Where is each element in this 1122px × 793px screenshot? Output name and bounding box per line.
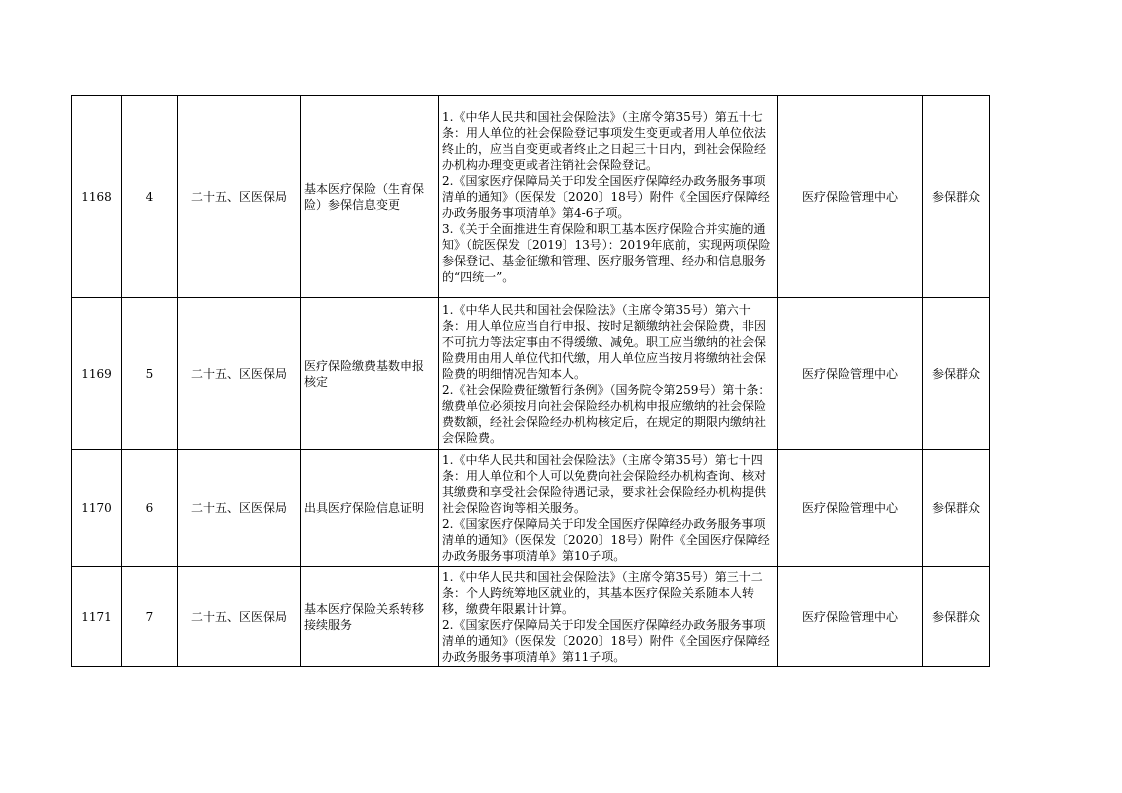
basis-clause: 2.《社会保险费征缴暂行条例》（国务院令第259号）第十条：缴费单位必须按月向社会保险经办机构申报应缴纳的社会保险费数额，经社会保险经办机构核定后，在规定的期限内缴纳社会保险费。 xyxy=(442,382,771,445)
handling-org: 医疗保险管理中心 xyxy=(778,298,923,450)
table-row xyxy=(72,96,990,298)
row-number: 1170 xyxy=(72,450,122,567)
row-number: 1171 xyxy=(72,567,122,667)
service-item: 基本医疗保险关系转移接续服务 xyxy=(301,567,439,667)
basis-clause: 1.《中华人民共和国社会保险法》（主席令第35号）第七十四条：用人单位和个人可以免费向社会保险经办机构查询、核对其缴费和享受社会保险待遇记录，要求社会保险经办机构提供社会保险咨询等相关服务。 xyxy=(442,453,767,515)
service-target: 参保群众 xyxy=(923,567,990,667)
row-number: 1168 xyxy=(72,96,122,298)
basis-clause: 2.《国家医疗保障局关于印发全国医疗保障经办政务服务事项清单的通知》（医保发〔2020〕18号）附件《全国医疗保障经办政务服务事项清单》第4-6子项。 xyxy=(442,173,770,220)
basis-clause: 1.《中华人民共和国社会保险法》（主席令第35号）第六十条：用人单位应当自行申报、按时足额缴纳社会保险费，非因不可抗力等法定事由不得缓缴、减免。职工应当缴纳的社会保险费用由用人单位代扣代缴，用人单位应当按月将缴纳社会保险费的明细情况告知本人。 xyxy=(442,302,767,381)
service-item: 医疗保险缴费基数申报核定 xyxy=(301,298,439,450)
basis-clause: 2.《国家医疗保障局关于印发全国医疗保障经办政务服务事项清单的通知》（医保发〔2020〕18号）附件《全国医疗保障经办政务服务事项清单》第10子项。 xyxy=(442,517,770,563)
legal-basis xyxy=(439,298,778,450)
handling-org: 医疗保险管理中心 xyxy=(778,567,923,667)
sub-number: 7 xyxy=(122,567,178,667)
handling-org: 医疗保险管理中心 xyxy=(778,96,923,298)
table-body xyxy=(72,96,990,667)
service-item: 基本医疗保险（生育保险）参保信息变更 xyxy=(301,96,439,298)
handling-org: 医疗保险管理中心 xyxy=(778,450,923,567)
department: 二十五、区医保局 xyxy=(178,567,301,667)
sub-number: 5 xyxy=(122,298,178,450)
service-target: 参保群众 xyxy=(923,450,990,567)
service-target: 参保群众 xyxy=(923,96,990,298)
department: 二十五、区医保局 xyxy=(178,450,301,567)
table-row xyxy=(72,567,990,667)
sub-number: 4 xyxy=(122,96,178,298)
basis-clause: 2.《国家医疗保障局关于印发全国医疗保障经办政务服务事项清单的通知》（医保发〔2020〕18号）附件《全国医疗保障经办政务服务事项清单》第11子项。 xyxy=(442,617,770,664)
row-number: 1169 xyxy=(72,298,122,450)
table-row xyxy=(72,450,990,567)
department: 二十五、区医保局 xyxy=(178,96,301,298)
basis-clause: 3.《关于全面推进生育保险和职工基本医疗保险合并实施的通知》（皖医保发〔2019〕13号）：2019年底前，实现两项保险参保登记、基金征缴和管理、医疗服务管理、经办和信息服务的“四统一”。 xyxy=(442,221,771,284)
service-item: 出具医疗保险信息证明 xyxy=(301,450,439,567)
legal-basis xyxy=(439,567,778,667)
legal-basis xyxy=(439,450,778,567)
sub-number: 6 xyxy=(122,450,178,567)
department: 二十五、区医保局 xyxy=(178,298,301,450)
basis-clause: 1.《中华人民共和国社会保险法》（主席令第35号）第五十七条：用人单位的社会保险登记事项发生变更或者用人单位依法终止的，应当自变更或者终止之日起三十日内，到社会保险经办机构办理变更或者注销社会保险登记。 xyxy=(442,109,767,172)
service-target: 参保群众 xyxy=(923,298,990,450)
service-items-table xyxy=(71,95,990,667)
legal-basis xyxy=(439,96,778,298)
basis-clause: 1.《中华人民共和国社会保险法》（主席令第35号）第三十二条：个人跨统筹地区就业的，其基本医疗保险关系随本人转移，缴费年限累计计算。 xyxy=(442,569,763,616)
table-row xyxy=(72,298,990,450)
